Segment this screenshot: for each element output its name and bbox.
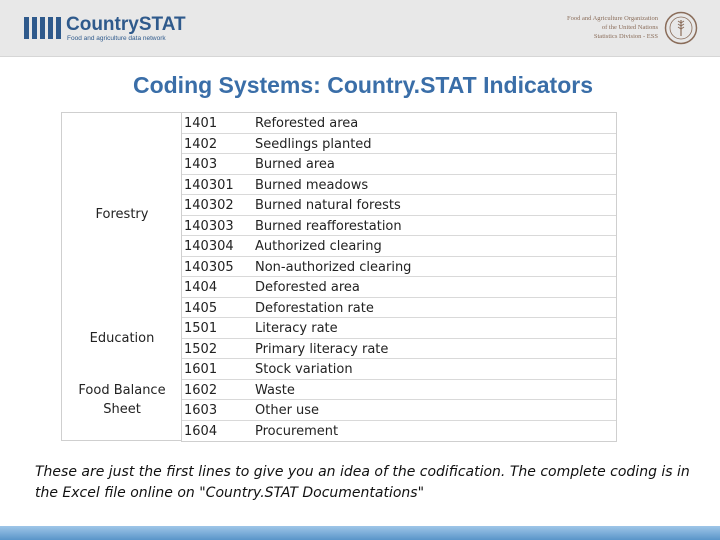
indicator-label: Procurement bbox=[255, 423, 339, 439]
table-row bbox=[182, 400, 616, 421]
indicator-label: Deforestation rate bbox=[255, 300, 374, 316]
category-food-balance-sheet: Food Balance Sheet bbox=[78, 383, 166, 417]
org-line: Statistics Division - ESS bbox=[593, 33, 658, 40]
org-line: of the United Nations bbox=[601, 24, 658, 31]
indicator-table bbox=[181, 112, 617, 442]
table-row bbox=[182, 277, 616, 298]
table-row bbox=[182, 216, 616, 237]
indicator-code: 1405 bbox=[184, 300, 218, 316]
table-row bbox=[182, 421, 616, 442]
logo-title: CountrySTAT bbox=[66, 14, 186, 35]
indicator-code: 140301 bbox=[184, 177, 234, 193]
table-row bbox=[182, 175, 616, 196]
category-forestry: Forestry bbox=[95, 207, 149, 222]
category-column bbox=[61, 112, 183, 441]
table-row bbox=[182, 298, 616, 319]
table-row bbox=[182, 359, 616, 380]
indicator-code: 1501 bbox=[184, 321, 218, 336]
indicator-label: Waste bbox=[255, 382, 295, 398]
indicator-label: Burned area bbox=[255, 157, 335, 172]
indicator-code: 1404 bbox=[184, 280, 218, 295]
indicator-code: 140302 bbox=[184, 198, 234, 213]
indicator-code: 1403 bbox=[184, 157, 218, 172]
organization-name bbox=[567, 14, 658, 41]
countrystat-logo-icon bbox=[24, 17, 61, 39]
indicator-code: 140304 bbox=[184, 239, 234, 254]
indicator-code: 140305 bbox=[184, 259, 234, 275]
table-row bbox=[182, 154, 616, 175]
indicator-label: Authorized clearing bbox=[255, 239, 382, 254]
slide-title: Coding Systems: Country.STAT Indicators bbox=[132, 72, 594, 98]
indicator-label: Literacy rate bbox=[255, 321, 338, 336]
indicator-label: Reforested area bbox=[255, 116, 359, 131]
indicator-code: 1601 bbox=[184, 362, 218, 377]
category-education: Education bbox=[89, 331, 155, 346]
logo-subtitle: Food and agriculture data network bbox=[67, 35, 166, 42]
indicator-label: Seedlings planted bbox=[255, 136, 372, 152]
table-row bbox=[182, 195, 616, 216]
footer-bar bbox=[0, 526, 720, 540]
table-row bbox=[182, 318, 616, 339]
indicator-label: Non-authorized clearing bbox=[255, 259, 412, 275]
fao-emblem-icon bbox=[664, 11, 698, 45]
table-row bbox=[182, 380, 616, 401]
indicator-code: 1603 bbox=[184, 403, 218, 418]
table-row bbox=[182, 257, 616, 278]
indicator-label: Stock variation bbox=[255, 362, 353, 377]
indicator-code: 1502 bbox=[184, 341, 218, 357]
footnote: These are just the first lines to give you an idea of the codification. The complete coding is in the Excel file online on "Country.STAT Documentations" bbox=[35, 464, 690, 501]
indicator-label: Burned meadows bbox=[255, 177, 369, 193]
indicator-code: 1604 bbox=[184, 423, 218, 439]
indicator-label: Other use bbox=[255, 403, 320, 418]
indicator-label: Primary literacy rate bbox=[255, 341, 389, 357]
header-banner bbox=[0, 0, 720, 57]
indicator-label: Burned reafforestation bbox=[255, 218, 402, 234]
indicator-code: 1402 bbox=[184, 136, 218, 152]
table-row bbox=[182, 134, 616, 155]
org-line: Food and Agriculture Organization bbox=[566, 15, 658, 22]
indicator-code: 1602 bbox=[184, 382, 218, 398]
indicator-code: 140303 bbox=[184, 218, 234, 234]
table-row bbox=[182, 236, 616, 257]
indicator-label: Deforested area bbox=[255, 280, 360, 295]
indicator-label: Burned natural forests bbox=[255, 198, 401, 213]
table-row bbox=[182, 339, 616, 360]
table-row bbox=[182, 113, 616, 134]
indicator-code: 1401 bbox=[184, 116, 218, 131]
